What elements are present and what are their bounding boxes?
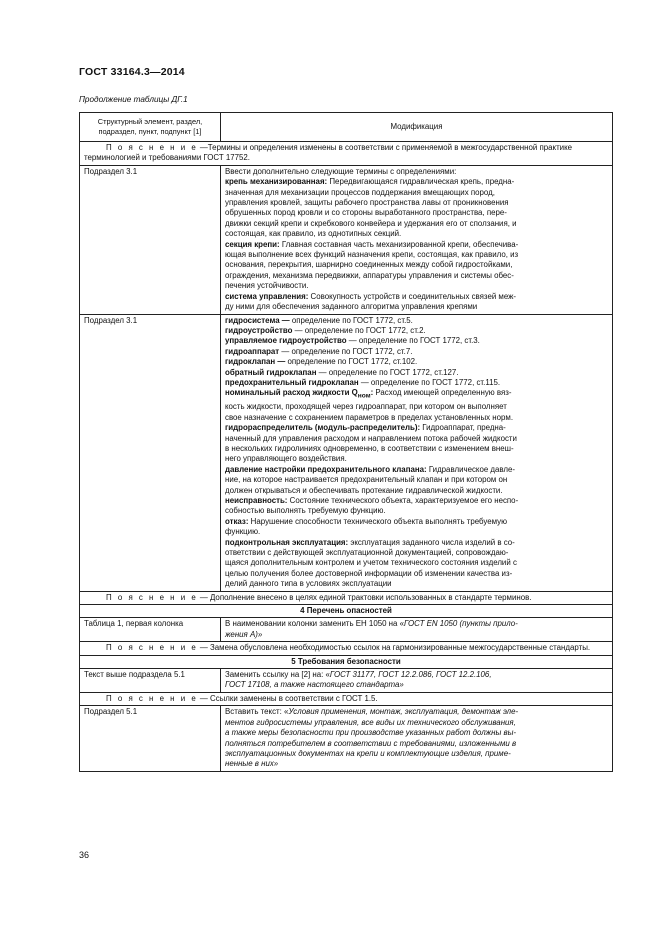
- note-cell: [80, 692, 613, 705]
- section-heading: 4 Перечень опасностей: [80, 605, 613, 618]
- text-line: ограждения, механизма передвижки, аппаратуры управления и системы обес-: [225, 270, 514, 280]
- text-line: значенная для механизации процессов поддержания вмещающих пород,: [225, 187, 495, 197]
- text-line: собностью выполнять требуемую функцию.: [225, 506, 386, 516]
- element-cell: Подраздел 3.1: [80, 314, 221, 591]
- column-header-element: Структурный элемент, раздел, подраздел, пункт, подпункт [1]: [80, 113, 221, 142]
- text-line: ние, на которое настраивается предохранительный клапан и при котором он: [225, 475, 508, 485]
- text-line: ду ними для обеспечения заданного алгоритма управления крепями: [225, 302, 478, 312]
- text-line: функцию.: [225, 527, 261, 537]
- section-row: [80, 655, 613, 668]
- element-cell: Текст выше подраздела 5.1: [80, 669, 221, 693]
- text-line: Ввести дополнительно следующие термины с определениями:: [225, 166, 457, 176]
- note-label: П о я с н е н и е: [106, 693, 198, 703]
- document-title: ГОСТ 33164.3—2014: [79, 66, 185, 78]
- modification-table: [79, 112, 613, 772]
- text-line: основания, перекрытия, шарнирно соединенных между собой гидростойками,: [225, 260, 513, 270]
- table-row: [80, 692, 613, 705]
- element-cell: Подраздел 3.1: [80, 165, 221, 314]
- text-line: предохранительный гидроклапан — определение по ГОСТ 1772, ст.115.: [225, 377, 501, 387]
- note-text: — Ссылки заменены в соответствии с ГОСТ 1.5.: [197, 693, 378, 703]
- table-row: [80, 706, 613, 771]
- note-label: П о я с н е н и е: [106, 643, 198, 653]
- text-line: щаяся дополнительным контролем и учетом технического состояния изделий с: [225, 558, 517, 568]
- text-line: В наименовании колонки заменить ЕН 1050 на «ГОСТ EN 1050 (пункты прило-: [225, 619, 518, 629]
- text-line: в нескольких гидролиниях одновременно, в соответствии с изменением внеш-: [225, 443, 514, 453]
- text-line: номинальный расход жидкости $Q_{ном}$: Расход имеющей определенную вяз-: [225, 388, 512, 400]
- note-text: — Замена обусловлена необходимостью ссылок на гармонизированные межгосударственные стандарты.: [197, 643, 591, 653]
- text-line: состоящая, как правило, из однотипных секций.: [225, 229, 402, 239]
- text-line: ответствии с действующей эксплуатационной документацией, сопровождаю-: [225, 548, 509, 558]
- table-row: [80, 669, 613, 693]
- text-line: управляемое гидроустройство — определение по ГОСТ 1772, ст.3.: [225, 336, 480, 346]
- text-line: эксплуатационных документах на крепи и комплектующие изделия, приме-: [225, 748, 511, 758]
- text-line: Вставить текст: «Условия применения, монтаж, эксплуатация, демонтаж эле-: [225, 707, 519, 717]
- table-row: [80, 642, 613, 655]
- text-line: секция крепи: Главная составная часть механизированной крепи, обеспечива-: [225, 239, 519, 249]
- table-header-row: [80, 113, 613, 142]
- text-line: печения устойчивости.: [225, 281, 309, 291]
- page-number: 36: [79, 850, 90, 860]
- section-row: [80, 605, 613, 618]
- table-row: [80, 165, 613, 314]
- text-line: управления кровлей, защиты рабочего пространства лавы от проникновения: [225, 198, 509, 208]
- table-row: [80, 591, 613, 604]
- text-line: система управления: Совокупность устройств и соединительных связей меж-: [225, 291, 517, 301]
- text-line: давление настройки предохранительного клапана: Гидравлическое давле-: [225, 464, 516, 474]
- element-cell: Таблица 1, первая колонка: [80, 618, 221, 642]
- text-line: обрушенных пород кровли и со стороны выработанного пространства, пере-: [225, 208, 507, 218]
- text-line: движки секций крепи и скребкового конвейера и удержания его от сползания, и: [225, 218, 517, 228]
- note-label: П о я с н е н и е: [106, 143, 198, 152]
- element-cell: Подраздел 5.1: [80, 706, 221, 771]
- text-line: целью получения более достоверной информации об изменении качества из-: [225, 568, 513, 578]
- note-text: —Термины и определения изменены в соответствии с применяемой в межгосударственной практике терминологией и требованиями ГОСТ 17752.: [84, 143, 573, 163]
- note-cell: [80, 642, 613, 655]
- section-heading: 5 Требования безопасности: [80, 655, 613, 668]
- text-line: делий данного типа в условиях эксплуатации: [225, 579, 392, 589]
- text-line: ментов гидросистемы управления, все виды их технического обслуживания,: [225, 717, 516, 727]
- text-line: кость жидкости, проходящей через гидроаппарат, при котором он выполняет: [225, 402, 507, 412]
- table-caption: Продолжение таблицы ДГ.1: [79, 95, 188, 104]
- text-line: ГОСТ 17108, а также настоящего стандарта»: [225, 680, 404, 690]
- column-header-modification: Модификация: [221, 113, 613, 142]
- text-line: неисправность: Состояние технического объекта, характеризуемое его неспо-: [225, 495, 519, 505]
- note-cell: [80, 591, 613, 604]
- modification-cell: [221, 669, 613, 693]
- text-line: гидроустройство — определение по ГОСТ 1772, ст.2.: [225, 325, 426, 335]
- note-label: П о я с н е н и е: [106, 592, 198, 602]
- table-row: [80, 314, 613, 591]
- text-line: гидросистема — определение по ГОСТ 1772, ст.5.: [225, 315, 413, 325]
- text-line: гидроклапан — определение по ГОСТ 1772, ст.102.: [225, 357, 418, 367]
- modification-cell: [221, 314, 613, 591]
- text-line: а также меры безопасности при производстве указанных работ должны вы-: [225, 728, 517, 738]
- text-line: ющая выполнение всех функций назначения крепи, состоящая, как правило, из: [225, 250, 519, 260]
- table-row: [80, 618, 613, 642]
- text-line: должен открываться и обеспечивать протекание гидравлической жидкости.: [225, 485, 503, 495]
- text-line: свое назначение с сохранением параметров в пределах установленных норм.: [225, 412, 514, 422]
- modification-cell: [221, 165, 613, 314]
- text-line: крепь механизированная: Передвигающаяся гидравлическая крепь, предна-: [225, 177, 515, 187]
- text-line: гидроаппарат — определение по ГОСТ 1772, ст.7.: [225, 346, 413, 356]
- text-line: подконтрольная эксплуатация: эксплуатация заданного числа изделий в со-: [225, 537, 515, 547]
- table-row: [80, 142, 613, 166]
- modification-cell: [221, 618, 613, 642]
- text-line: полняться потребителем в соответствии с требованиями, изложенными в: [225, 738, 517, 748]
- text-line: Заменить ссылку на [2] на: «ГОСТ 31177, ГОСТ 12.2.086, ГОСТ 12.2.106,: [225, 670, 492, 680]
- text-line: отказ: Нарушение способности технического объекта выполнять требуемую: [225, 516, 508, 526]
- note-cell: [80, 142, 613, 166]
- text-line: ненные в них»: [225, 759, 279, 769]
- text-line: гидрораспределитель (модуль-распределитель): Гидроаппарат, предна-: [225, 423, 506, 433]
- note-text: — Дополнение внесено в целях единой трактовки использованных в стандарте терминов.: [197, 592, 532, 602]
- text-line: обратный гидроклапан — определение по ГОСТ 1772, ст.127.: [225, 367, 459, 377]
- text-line: жения А)»: [225, 629, 263, 639]
- text-line: наченный для управления расходом и направлением потока рабочей жидкости: [225, 433, 517, 443]
- text-line: него управляющего воздействия.: [225, 454, 347, 464]
- modification-cell: [221, 706, 613, 771]
